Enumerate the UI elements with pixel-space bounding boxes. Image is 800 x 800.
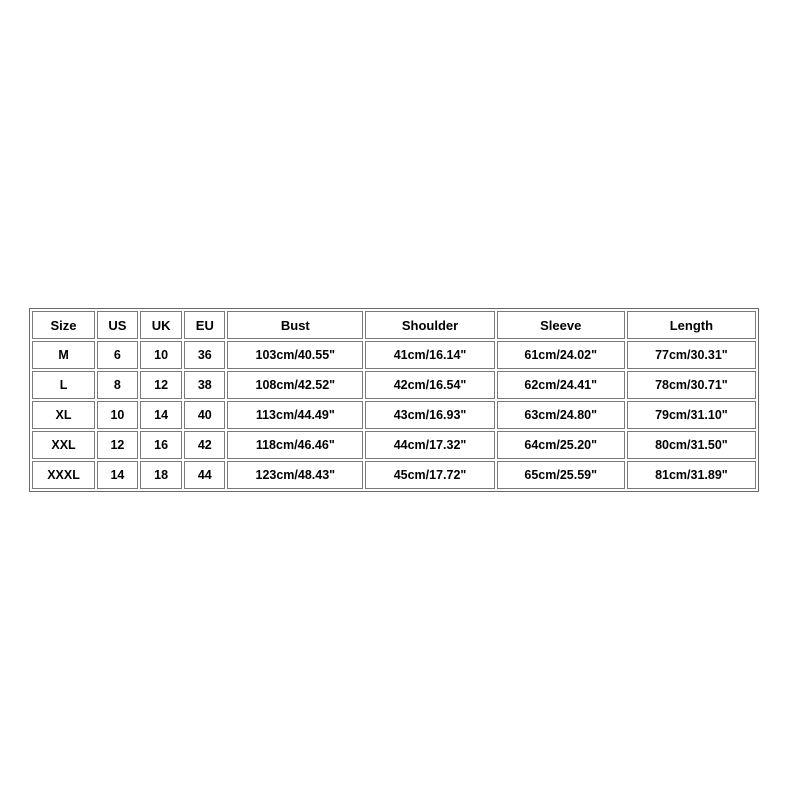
table-row xyxy=(32,401,756,429)
cell-size: XXL xyxy=(32,431,95,459)
size-chart-table xyxy=(29,308,759,492)
cell-uk: 10 xyxy=(140,341,183,369)
cell-bust: 108cm/42.52" xyxy=(227,371,363,399)
cell-sleeve: 62cm/24.41" xyxy=(497,371,625,399)
cell-shoulder: 43cm/16.93" xyxy=(365,401,494,429)
header-size: Size xyxy=(32,311,95,339)
cell-bust: 103cm/40.55" xyxy=(227,341,363,369)
cell-uk: 18 xyxy=(140,461,183,489)
cell-shoulder: 44cm/17.32" xyxy=(365,431,494,459)
cell-bust: 123cm/48.43" xyxy=(227,461,363,489)
cell-us: 8 xyxy=(97,371,138,399)
cell-sleeve: 61cm/24.02" xyxy=(497,341,625,369)
cell-us: 12 xyxy=(97,431,138,459)
cell-bust: 118cm/46.46" xyxy=(227,431,363,459)
cell-sleeve: 65cm/25.59" xyxy=(497,461,625,489)
table-row xyxy=(32,431,756,459)
header-shoulder: Shoulder xyxy=(365,311,494,339)
cell-eu: 36 xyxy=(184,341,225,369)
cell-us: 6 xyxy=(97,341,138,369)
cell-length: 81cm/31.89" xyxy=(627,461,756,489)
cell-sleeve: 64cm/25.20" xyxy=(497,431,625,459)
cell-eu: 44 xyxy=(184,461,225,489)
cell-uk: 16 xyxy=(140,431,183,459)
cell-length: 77cm/30.31" xyxy=(627,341,756,369)
header-sleeve: Sleeve xyxy=(497,311,625,339)
cell-uk: 12 xyxy=(140,371,183,399)
header-bust: Bust xyxy=(227,311,363,339)
cell-length: 80cm/31.50" xyxy=(627,431,756,459)
header-uk: UK xyxy=(140,311,183,339)
cell-length: 78cm/30.71" xyxy=(627,371,756,399)
cell-shoulder: 45cm/17.72" xyxy=(365,461,494,489)
cell-bust: 113cm/44.49" xyxy=(227,401,363,429)
header-us: US xyxy=(97,311,138,339)
cell-eu: 42 xyxy=(184,431,225,459)
cell-size: XL xyxy=(32,401,95,429)
cell-sleeve: 63cm/24.80" xyxy=(497,401,625,429)
header-eu: EU xyxy=(184,311,225,339)
cell-us: 14 xyxy=(97,461,138,489)
cell-shoulder: 41cm/16.14" xyxy=(365,341,494,369)
header-length: Length xyxy=(627,311,756,339)
header-row xyxy=(32,311,756,339)
table-row xyxy=(32,371,756,399)
cell-shoulder: 42cm/16.54" xyxy=(365,371,494,399)
cell-size: L xyxy=(32,371,95,399)
cell-uk: 14 xyxy=(140,401,183,429)
table-row xyxy=(32,341,756,369)
cell-size: M xyxy=(32,341,95,369)
cell-size: XXXL xyxy=(32,461,95,489)
cell-us: 10 xyxy=(97,401,138,429)
cell-length: 79cm/31.10" xyxy=(627,401,756,429)
cell-eu: 38 xyxy=(184,371,225,399)
table-row xyxy=(32,461,756,489)
cell-eu: 40 xyxy=(184,401,225,429)
